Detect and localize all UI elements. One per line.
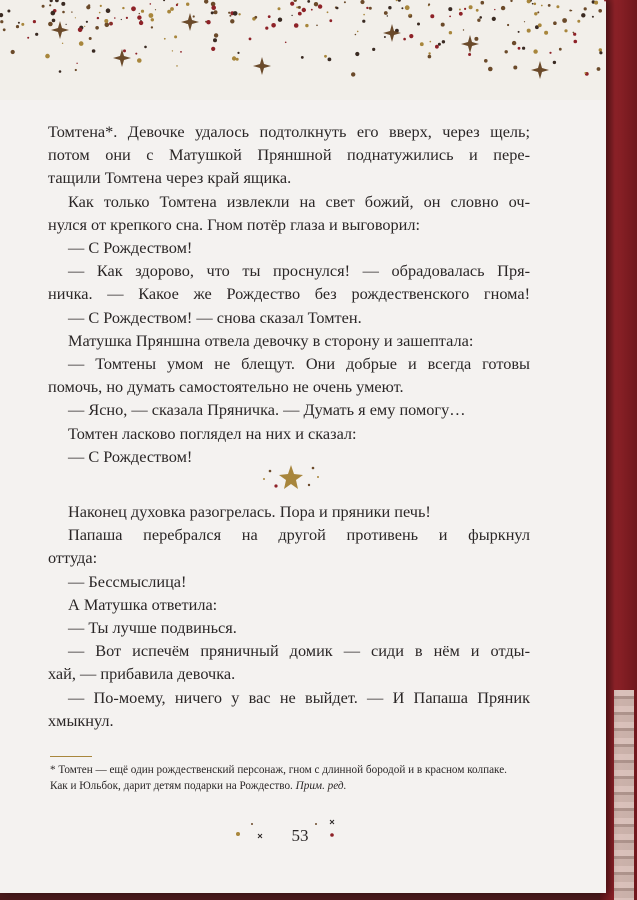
star-dot — [468, 53, 471, 56]
star-dot — [232, 56, 236, 60]
star-dot — [548, 4, 551, 7]
star-dot — [302, 8, 306, 12]
text-line: Томтена*. Девочке удалось подтолкнуть его вверх, через щель; — [48, 122, 530, 141]
star-dot — [48, 22, 53, 27]
star-dot — [121, 19, 122, 20]
text-line: — По-моему, ничего у вас не выйдет. — И Папаша Пряник — [68, 687, 530, 707]
star-dot — [294, 0, 297, 2]
star-dot — [562, 18, 567, 23]
star-dot — [599, 48, 602, 51]
text-line: — Как здорово, что ты проснулся! — обрадовалась Пря- — [68, 261, 530, 281]
star-dot — [366, 7, 368, 9]
star-dot — [327, 11, 329, 13]
star-dot — [527, 29, 531, 33]
star-dot — [110, 23, 112, 25]
star-dot — [534, 3, 537, 6]
star-dot — [228, 12, 230, 14]
star-dot — [193, 15, 195, 17]
star-dot — [35, 33, 38, 36]
star-dot — [428, 52, 430, 54]
star-dot — [357, 31, 359, 33]
sparkle-star — [253, 57, 271, 75]
star-dot — [137, 15, 141, 19]
star-dot — [104, 19, 108, 23]
star-dot — [384, 11, 388, 15]
star-dot — [86, 21, 88, 23]
star-dot — [316, 25, 318, 27]
star-dot — [351, 72, 355, 76]
star-dot — [469, 5, 473, 9]
star-dot — [135, 53, 137, 55]
star-dot — [438, 43, 441, 46]
star-dot — [151, 26, 153, 28]
page-number: 53 — [291, 826, 309, 845]
star-dot — [62, 43, 63, 44]
star-dot — [230, 19, 234, 23]
footnote — [50, 762, 542, 794]
star-dot — [290, 2, 294, 6]
star-dot — [249, 38, 252, 41]
star-dot — [141, 10, 144, 13]
star-dot — [106, 8, 111, 13]
star-dot — [538, 23, 542, 27]
star-dot — [50, 0, 53, 2]
star-sparkle-icon — [258, 459, 328, 497]
star-dot — [336, 7, 339, 10]
star-dot — [363, 14, 365, 16]
star-dot — [584, 7, 587, 10]
text-line: помочь, но думать самостоятельно не очень умеют. — [48, 377, 404, 397]
star-dot — [211, 11, 214, 14]
star-dot — [396, 0, 398, 1]
star-dot — [268, 15, 271, 18]
footnote-line-1: * Томтен — ещё один рождественский персонаж, гном с длинной бородой и в красном колпаке. — [50, 764, 507, 776]
star-dot — [229, 15, 231, 17]
star-dot — [311, 9, 313, 11]
star-dot — [369, 7, 372, 10]
star-dot — [474, 37, 478, 41]
star-dot — [581, 13, 585, 17]
star-dot — [84, 26, 85, 27]
star-dot — [214, 33, 218, 37]
sparkle-star — [51, 21, 69, 39]
star-dot — [405, 5, 410, 10]
star-dot — [139, 21, 143, 25]
star-dot — [291, 15, 292, 16]
star-dot — [598, 9, 602, 13]
star-dot — [0, 20, 3, 23]
star-dot — [305, 24, 308, 27]
star-dot — [42, 5, 45, 8]
text-line: хмыкнул. — [48, 710, 114, 730]
star-dot — [428, 3, 430, 5]
star-dot — [285, 42, 287, 44]
star-dot — [388, 6, 391, 9]
star-dot — [518, 47, 521, 50]
star-dot — [417, 23, 420, 26]
star-dot — [76, 63, 77, 64]
main-text-block-2 — [48, 500, 530, 732]
sparkle-star — [113, 49, 131, 67]
star-dot — [533, 49, 537, 53]
star-dot — [430, 14, 434, 18]
star-dot — [78, 28, 83, 33]
text-line: ничка. — Какое же Рождество без рождественского гнома! — [48, 284, 530, 304]
star-dot — [79, 41, 84, 46]
star-dot — [409, 34, 413, 38]
star-dot — [328, 58, 332, 62]
star-dot — [49, 4, 51, 6]
star-dot — [301, 56, 304, 59]
star-dot — [45, 54, 50, 59]
star-dot — [459, 12, 463, 16]
star-dot — [387, 15, 388, 16]
star-dot — [518, 31, 520, 33]
text-line: оттуда: — [48, 548, 98, 568]
star-dot — [449, 16, 451, 18]
star-dot — [360, 0, 364, 4]
star-dot — [150, 3, 152, 5]
star-dot — [442, 40, 445, 43]
star-dot — [501, 6, 505, 10]
star-dot — [298, 12, 302, 16]
text-line: — С Рождеством! — снова сказал Томтен. — [68, 307, 362, 327]
star-dot — [479, 16, 482, 19]
star-dot — [584, 72, 586, 74]
star-dot — [170, 7, 174, 11]
star-dot — [355, 34, 357, 36]
star-dot — [409, 14, 411, 16]
star-dot — [594, 1, 598, 5]
star-dot — [549, 52, 551, 54]
star-dot — [398, 0, 401, 2]
star-dot — [89, 37, 92, 40]
star-dot — [464, 8, 466, 10]
text-line: нулся от крепкого сна. Гном потёр глаза и выговорил: — [48, 214, 421, 234]
star-dot — [114, 17, 116, 19]
star-dot — [66, 24, 67, 25]
star-dot — [3, 28, 6, 31]
text-line: — С Рождеством! — [68, 238, 193, 258]
star-dot — [384, 36, 386, 38]
star-dot — [126, 17, 128, 19]
star-dot — [122, 7, 124, 9]
star-dot — [527, 0, 531, 3]
star-dot — [329, 19, 332, 22]
star-dot — [206, 20, 210, 24]
star-dot — [494, 9, 495, 10]
text-line: А Матушка ответила: — [68, 594, 218, 614]
star-dot — [355, 52, 359, 56]
star-dot — [401, 7, 403, 9]
star-dot — [278, 18, 282, 22]
star-dot — [573, 33, 576, 36]
star-dot — [144, 46, 147, 49]
star-dot — [238, 13, 240, 15]
star-dot — [476, 9, 479, 12]
star-dot — [131, 6, 136, 11]
star-dot — [362, 20, 365, 23]
star-dot — [513, 66, 517, 70]
text-line: потом они с Матушкой Пряншной поднатужились и пере- — [48, 145, 530, 165]
star-dot — [75, 17, 76, 18]
star-dot — [174, 35, 177, 38]
star-dot — [537, 11, 539, 13]
star-dot — [27, 37, 29, 39]
star-dot — [449, 31, 452, 34]
star-dot — [577, 20, 580, 23]
star-dot — [441, 23, 445, 27]
star-dot — [172, 50, 173, 51]
star-dot — [211, 47, 215, 51]
star-dot — [510, 0, 512, 2]
star-dot — [51, 11, 56, 16]
star-dot — [314, 2, 318, 6]
star-dot — [463, 29, 464, 30]
text-line: Томтен ласково поглядел на них и сказал: — [68, 423, 357, 443]
star-dot — [559, 48, 562, 51]
star-dot — [599, 51, 602, 54]
star-dot — [100, 5, 102, 7]
star-dot — [211, 5, 216, 10]
star-dot — [176, 4, 178, 6]
star-dot — [505, 50, 508, 53]
star-dot — [534, 12, 537, 15]
star-dot — [344, 1, 346, 3]
star-dot — [62, 11, 65, 14]
text-line: — Ты лучше подвинься. — [68, 618, 237, 638]
star-dot — [105, 23, 110, 28]
text-line: — Вот испечём пряничный домик — сиди в нём и отды- — [68, 641, 530, 661]
star-dot — [507, 24, 509, 26]
star-dot — [564, 29, 567, 32]
page-number-right-ornament-icon — [310, 818, 360, 844]
sparkle-star — [383, 24, 401, 42]
star-dot — [123, 49, 126, 52]
star-dot — [265, 27, 268, 30]
star-dot — [186, 2, 189, 5]
star-dot — [544, 31, 548, 35]
star-dot — [294, 23, 299, 28]
star-dot — [176, 65, 178, 67]
text-line: Как только Томтена извлекли на свет божий, он словно оч- — [68, 191, 530, 211]
star-dot — [75, 69, 77, 71]
star-dot — [522, 47, 525, 50]
star-dot — [524, 21, 525, 22]
star-dot — [556, 5, 559, 8]
star-dot — [33, 20, 36, 23]
star-dot — [271, 23, 276, 28]
star-dot — [532, 3, 534, 5]
star-dot — [574, 40, 578, 44]
star-dot — [254, 16, 257, 19]
star-dot — [164, 38, 166, 40]
star-dot — [11, 50, 15, 54]
text-line: Матушка Пряншна отвела девочку в сторону и зашептала: — [68, 330, 474, 350]
text-line: Наконец духовка разогрелась. Пора и пряники печь! — [68, 502, 431, 521]
star-dot — [484, 59, 488, 63]
star-dot — [95, 26, 99, 30]
star-dot — [213, 38, 217, 42]
text-line: — С Рождеством! — [68, 446, 193, 466]
starry-header-decoration — [0, 0, 606, 100]
star-dot — [167, 10, 171, 14]
star-dot — [151, 18, 154, 21]
star-dot — [52, 19, 56, 23]
star-dot — [18, 22, 20, 24]
star-dot — [324, 55, 327, 58]
starry-header-icon — [0, 0, 606, 100]
star-dot — [597, 67, 601, 71]
star-dot — [592, 16, 594, 18]
star-dot — [448, 7, 452, 11]
star-dot — [553, 61, 556, 64]
star-dot — [237, 52, 239, 54]
star-dot — [430, 41, 432, 43]
star-dot — [137, 58, 142, 63]
page-stack-edge — [614, 690, 634, 900]
star-dot — [318, 4, 322, 8]
star-dot — [459, 9, 461, 11]
star-dot — [553, 21, 557, 25]
sparkle-star — [181, 13, 199, 31]
text-line: — Томтены умом не блещут. Они добрые и всегда готовы — [68, 354, 530, 374]
star-dot — [0, 13, 3, 17]
star-dot — [16, 25, 19, 28]
star-dot — [428, 55, 432, 59]
star-dot — [214, 10, 218, 14]
footnote-rule — [50, 756, 92, 757]
star-dot — [541, 5, 543, 7]
text-line: хай, — прибавила девочка. — [48, 664, 236, 684]
star-dot — [155, 9, 156, 10]
star-dot — [204, 0, 208, 4]
star-dot — [61, 2, 65, 6]
star-dot — [298, 6, 301, 9]
star-dot — [569, 10, 571, 12]
sparkle-star — [531, 61, 549, 79]
star-dot — [372, 48, 375, 51]
star-dot — [233, 11, 238, 16]
text-line: — Бессмыслица! — [68, 571, 187, 591]
star-dot — [55, 0, 59, 2]
footnote-line-2 — [50, 778, 542, 794]
star-dot — [7, 10, 10, 13]
star-dot — [139, 13, 140, 14]
star-dot — [488, 67, 493, 72]
star-dot — [59, 70, 62, 73]
text-line: тащили Томтена через край ящика. — [48, 168, 292, 188]
star-dot — [604, 0, 606, 2]
star-dot — [435, 45, 439, 49]
star-dot — [481, 1, 485, 5]
star-dot — [180, 51, 182, 53]
star-dot — [492, 17, 496, 21]
star-dot — [71, 11, 72, 12]
star-dot — [97, 17, 99, 19]
star-dot — [21, 23, 24, 26]
footnote-line-2-text: Как и Юльбок, дарит детям подарки на Рождество. — [50, 780, 296, 792]
star-dot — [403, 38, 406, 41]
star-dot — [86, 5, 90, 9]
star-dot — [278, 7, 281, 10]
star-dot — [477, 19, 480, 22]
star-dot — [512, 41, 516, 45]
star-dot — [420, 42, 424, 46]
star-dot — [149, 13, 154, 18]
text-line: — Ясно, — сказала Пряничка. — Думать я ему помогу… — [68, 400, 466, 420]
star-dot — [163, 0, 165, 1]
star-dot — [92, 49, 96, 53]
text-line: Папаша перебрался на другой противень и фыркнул — [68, 525, 530, 545]
star-dot — [99, 12, 101, 14]
star-dot — [307, 0, 310, 3]
page-number-left-ornament-icon — [226, 818, 276, 844]
main-text-block-1 — [48, 120, 530, 468]
footnote-editor-note: Прим. ред. — [295, 780, 347, 792]
